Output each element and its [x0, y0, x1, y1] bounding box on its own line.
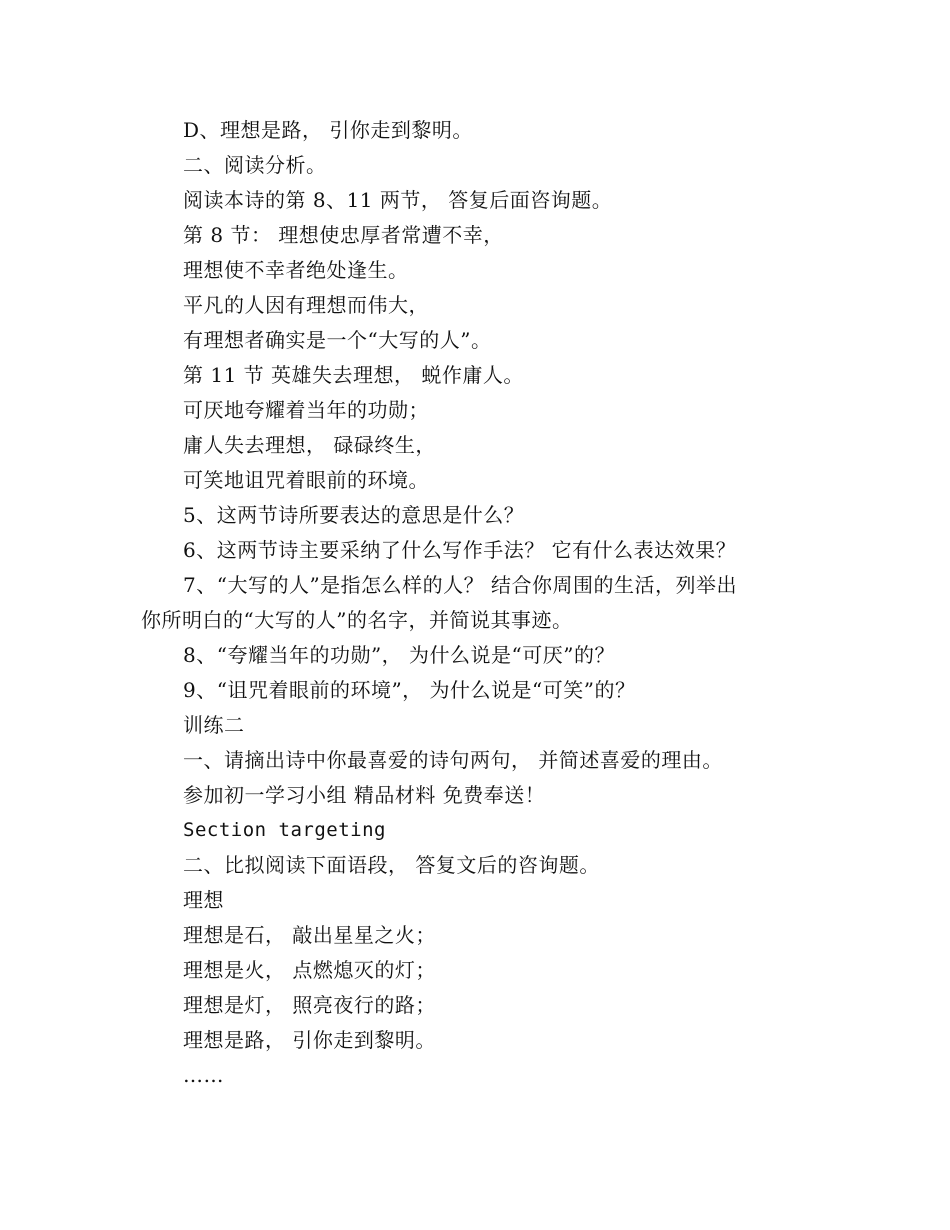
passage-line-2: 理想是火， 点燃熄灭的灯； [183, 958, 436, 982]
section-heading-reading-analysis: 二、阅读分析。 [183, 153, 327, 177]
question-7-line-1: 7、“大写的人”是指怎么样的人？ 结合你周围的生活，列举出 [183, 573, 738, 597]
poem-stanza-11-line-4: 可笑地诅咒着眼前的环境。 [183, 468, 429, 492]
section-targeting-label: Section targeting [183, 819, 386, 841]
poem-stanza-8-line-1: 第 8 节： 理想使忠厚者常遭不幸， [183, 223, 504, 247]
promo-line: 参加初一学习小组 精品材料 免费奉送！ [183, 783, 546, 807]
reading-instruction: 阅读本诗的第 8、11 两节， 答复后面咨询题。 [183, 188, 613, 212]
passage-ellipsis: …… [183, 1063, 224, 1087]
passage-title: 理想 [183, 888, 224, 912]
question-7-line-2: 你所明白的“大写的人”的名字，并简说其事迹。 [141, 608, 573, 632]
passage-line-3: 理想是灯， 照亮夜行的路； [183, 993, 436, 1017]
question-9: 9、“诅咒着眼前的环境”， 为什么说是“可笑”的？ [183, 678, 636, 702]
passage-line-1: 理想是石， 敲出星星之火； [183, 923, 436, 947]
training-two-task-1: 一、请摘出诗中你最喜爱的诗句两句， 并简述喜爱的理由。 [183, 748, 723, 772]
option-d-line: D、理想是路， 引你走到黎明。 [183, 118, 473, 142]
poem-stanza-11-line-3: 庸人失去理想， 碌碌终生， [183, 433, 436, 457]
poem-stanza-8-line-2: 理想使不幸者绝处逢生。 [183, 258, 409, 282]
training-two-task-2: 二、比拟阅读下面语段， 答复文后的咨询题。 [183, 853, 600, 877]
training-two-heading: 训练二 [183, 713, 245, 737]
poem-stanza-11-line-2: 可厌地夸耀着当年的功勋； [183, 398, 429, 422]
question-8: 8、“夸耀当年的功勋”， 为什么说是“可厌”的？ [183, 643, 615, 667]
poem-stanza-8-line-3: 平凡的人因有理想而伟大， [183, 293, 429, 317]
poem-stanza-11-line-1: 第 11 节 英雄失去理想， 蜕作庸人。 [183, 363, 524, 387]
poem-stanza-8-line-4: 有理想者确实是一个“大写的人”。 [183, 328, 492, 352]
question-5: 5、这两节诗所要表达的意思是什么？ [183, 503, 525, 527]
passage-line-4: 理想是路， 引你走到黎明。 [183, 1028, 436, 1052]
question-6: 6、这两节诗主要采纳了什么写作手法？ 它有什么表达效果？ [183, 538, 737, 562]
